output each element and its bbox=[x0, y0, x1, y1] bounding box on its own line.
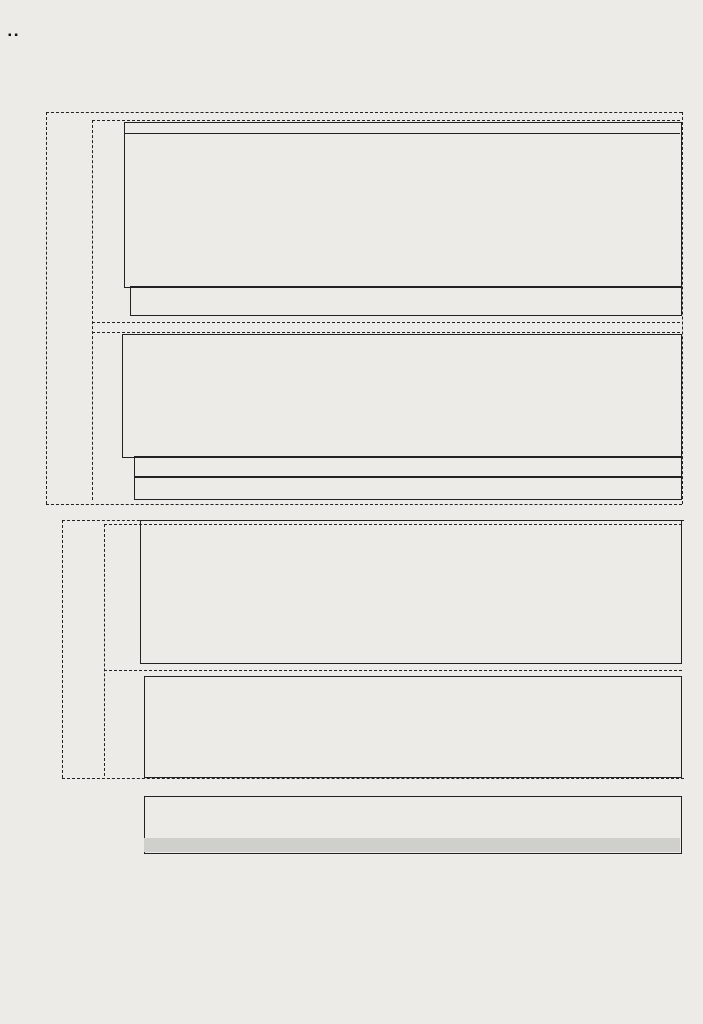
capital-table bbox=[122, 334, 682, 458]
inputs-box-top bbox=[46, 112, 682, 113]
labour-box-top bbox=[92, 120, 680, 121]
labour-subtotal-box bbox=[130, 286, 682, 316]
other-table bbox=[144, 676, 682, 778]
labour-box-bottom bbox=[92, 322, 680, 323]
returns-box-bottom bbox=[62, 778, 684, 779]
timber-table bbox=[140, 520, 682, 664]
capital-box-top bbox=[92, 332, 680, 333]
returns-divider bbox=[104, 524, 105, 776]
capital-subtotal-box bbox=[134, 456, 682, 478]
other-box-top bbox=[104, 670, 682, 671]
inputs-divider bbox=[92, 120, 93, 500]
page-mark: ▪ ▪ bbox=[8, 30, 18, 41]
inputs-box-bottom bbox=[46, 504, 682, 505]
inputs-box-left bbox=[46, 112, 47, 504]
labour-header-rule bbox=[124, 133, 680, 134]
total-capital-box bbox=[134, 476, 682, 500]
inputs-box-right bbox=[682, 112, 683, 504]
labour-table bbox=[124, 122, 682, 288]
returns-box-left bbox=[62, 520, 63, 778]
income-total-band bbox=[144, 838, 680, 852]
